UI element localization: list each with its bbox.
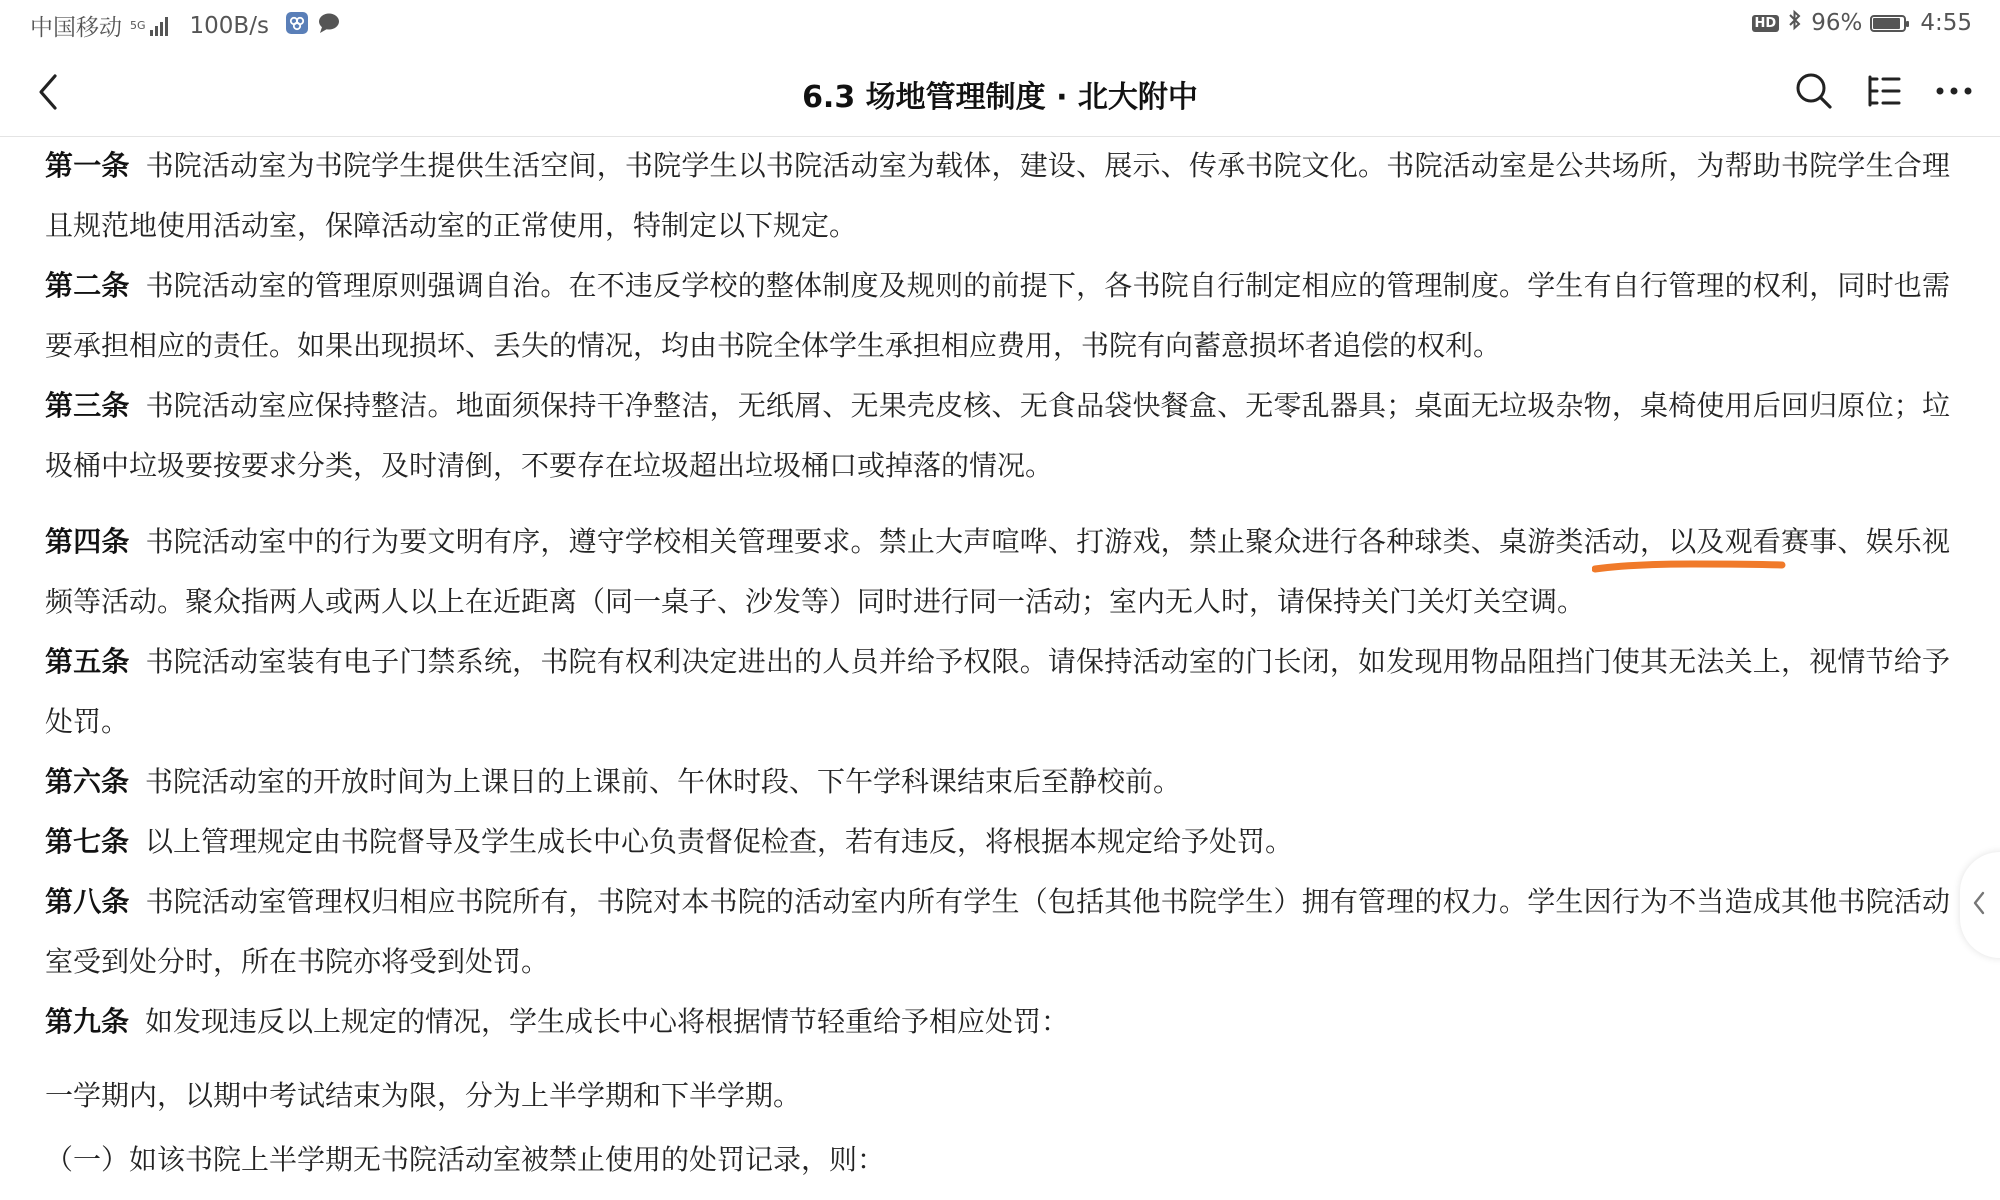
status-bar [0, 0, 2000, 48]
battery-icon [1870, 15, 1906, 32]
article-text: 书院活动室的管理原则强调自治。在不违反学校的整体制度及规则的前提下，各书院自行制定相应的管理制度。学生有自行管理的权利，同时也需要承担相应的责任。如果出现损坏、丢失的情况，均由书院全体学生承担相应费用，书院有向蓄意损坏者追偿的权利。 [45, 269, 1950, 362]
article-text: 书院活动室应保持整洁。地面须保持干净整洁，无纸屑、无果壳皮核、无食品袋快餐盒、无零乱器具；桌面无垃圾杂物，桌椅使用后回归原位；垃圾桶中垃圾要按要求分类，及时清倒，不要存在垃圾超出垃圾桶口或掉落的情况。 [45, 389, 1950, 482]
article-label: 第七条 [45, 825, 130, 858]
article-label: 第四条 [45, 525, 130, 558]
bluetooth-icon [1787, 9, 1803, 37]
search-button[interactable] [1788, 64, 1840, 118]
article-8 [45, 872, 1950, 992]
status-right [1752, 9, 1972, 37]
article-label: 第三条 [45, 389, 130, 422]
network-tag: 5G [130, 19, 146, 32]
body-paragraph: 一学期内，以期中考试结束为限，分为上半学期和下半学期。 [45, 1079, 802, 1112]
more-button[interactable] [1928, 64, 1980, 118]
article-text: 书院活动室为书院学生提供生活空间，书院学生以书院活动室为载体，建设、展示、传承书院文化。书院活动室是公共场所，为帮助书院学生合理且规范地使用活动室，保障活动室的正常使用，特制定以下规定。 [45, 149, 1950, 242]
carrier-name: 中国移动 [30, 15, 122, 41]
network-speed: 100B/s [189, 12, 269, 39]
more-icon [1935, 86, 1973, 96]
message-icon [317, 12, 341, 40]
article-5 [45, 632, 1950, 752]
article-text: 以上管理规定由书院督导及学生成长中心负责督促检查，若有违反，将根据本规定给予处罚。 [145, 825, 1294, 858]
article-text: 书院活动室的开放时间为上课日的上课前、午休时段、下午学科课结束后至静校前。 [145, 765, 1182, 798]
article-4 [45, 512, 1950, 632]
signal-icon [150, 16, 168, 36]
battery-percent: 96% [1811, 10, 1863, 36]
article-text: 书院活动室中的行为要文明有序，遵守学校相关管理要求。禁止大声喧哗、打游戏，禁止聚众进行各种球类、 [145, 525, 1500, 558]
app-bar [0, 48, 2000, 137]
clock: 4:55 [1920, 10, 1972, 36]
article-6 [45, 752, 1950, 812]
article-text: 如发现违反以上规定的情况，学生成长中心将根据情节轻重给予相应处罚： [145, 1005, 1070, 1038]
app-notification-icon [285, 11, 309, 41]
hd-badge: HD [1752, 15, 1780, 32]
article-7 [45, 812, 1950, 872]
search-icon [1795, 72, 1833, 110]
app-actions [1788, 64, 1980, 118]
status-left [30, 9, 341, 42]
article-9 [45, 992, 1950, 1052]
article-label: 第二条 [45, 269, 130, 302]
article-2 [45, 256, 1950, 376]
battery-fill [1873, 18, 1900, 29]
article-text: ，以及观看赛事、娱乐视频等活动。聚众指两人或两人以上在近距离（同一桌子、沙发等）同时进行同一活动；室内无人时，请保持关门关灯关空调。 [45, 525, 1950, 618]
toc-button[interactable] [1858, 64, 1910, 118]
side-drawer-handle[interactable] [1960, 852, 2000, 958]
article-text: 书院活动室装有电子门禁系统，书院有权利决定进出的人员并给予权限。请保持活动室的门长闭，如发现用物品阻挡门使其无法关上，视情节给予处罚。 [45, 645, 1950, 738]
article-label: 第五条 [45, 645, 130, 678]
article-text: 书院活动室管理权归相应书院所有，书院对本书院的活动室内所有学生（包括其他书院学生）拥有管理的权力。学生因行为不当造成其他书院活动室受到处分时，所在书院亦将受到处罚。 [45, 885, 1950, 978]
body-paragraph: （一）如该书院上半学期无书院活动室被禁止使用的处罚记录，则： [45, 1143, 886, 1176]
chevron-left-icon [1972, 890, 1986, 916]
article-1 [45, 136, 1950, 256]
article-label: 第六条 [45, 765, 130, 798]
highlighted-text: 桌游类活动 [1499, 525, 1640, 558]
article-label: 第一条 [45, 149, 130, 182]
page-title: 6.3 场地管理制度 · 北大附中 [802, 80, 1198, 115]
table-of-contents-icon [1865, 73, 1903, 109]
article-label: 第八条 [45, 885, 130, 918]
article-label: 第九条 [45, 1005, 130, 1038]
document-body [45, 136, 1950, 1190]
article-3 [45, 376, 1950, 496]
